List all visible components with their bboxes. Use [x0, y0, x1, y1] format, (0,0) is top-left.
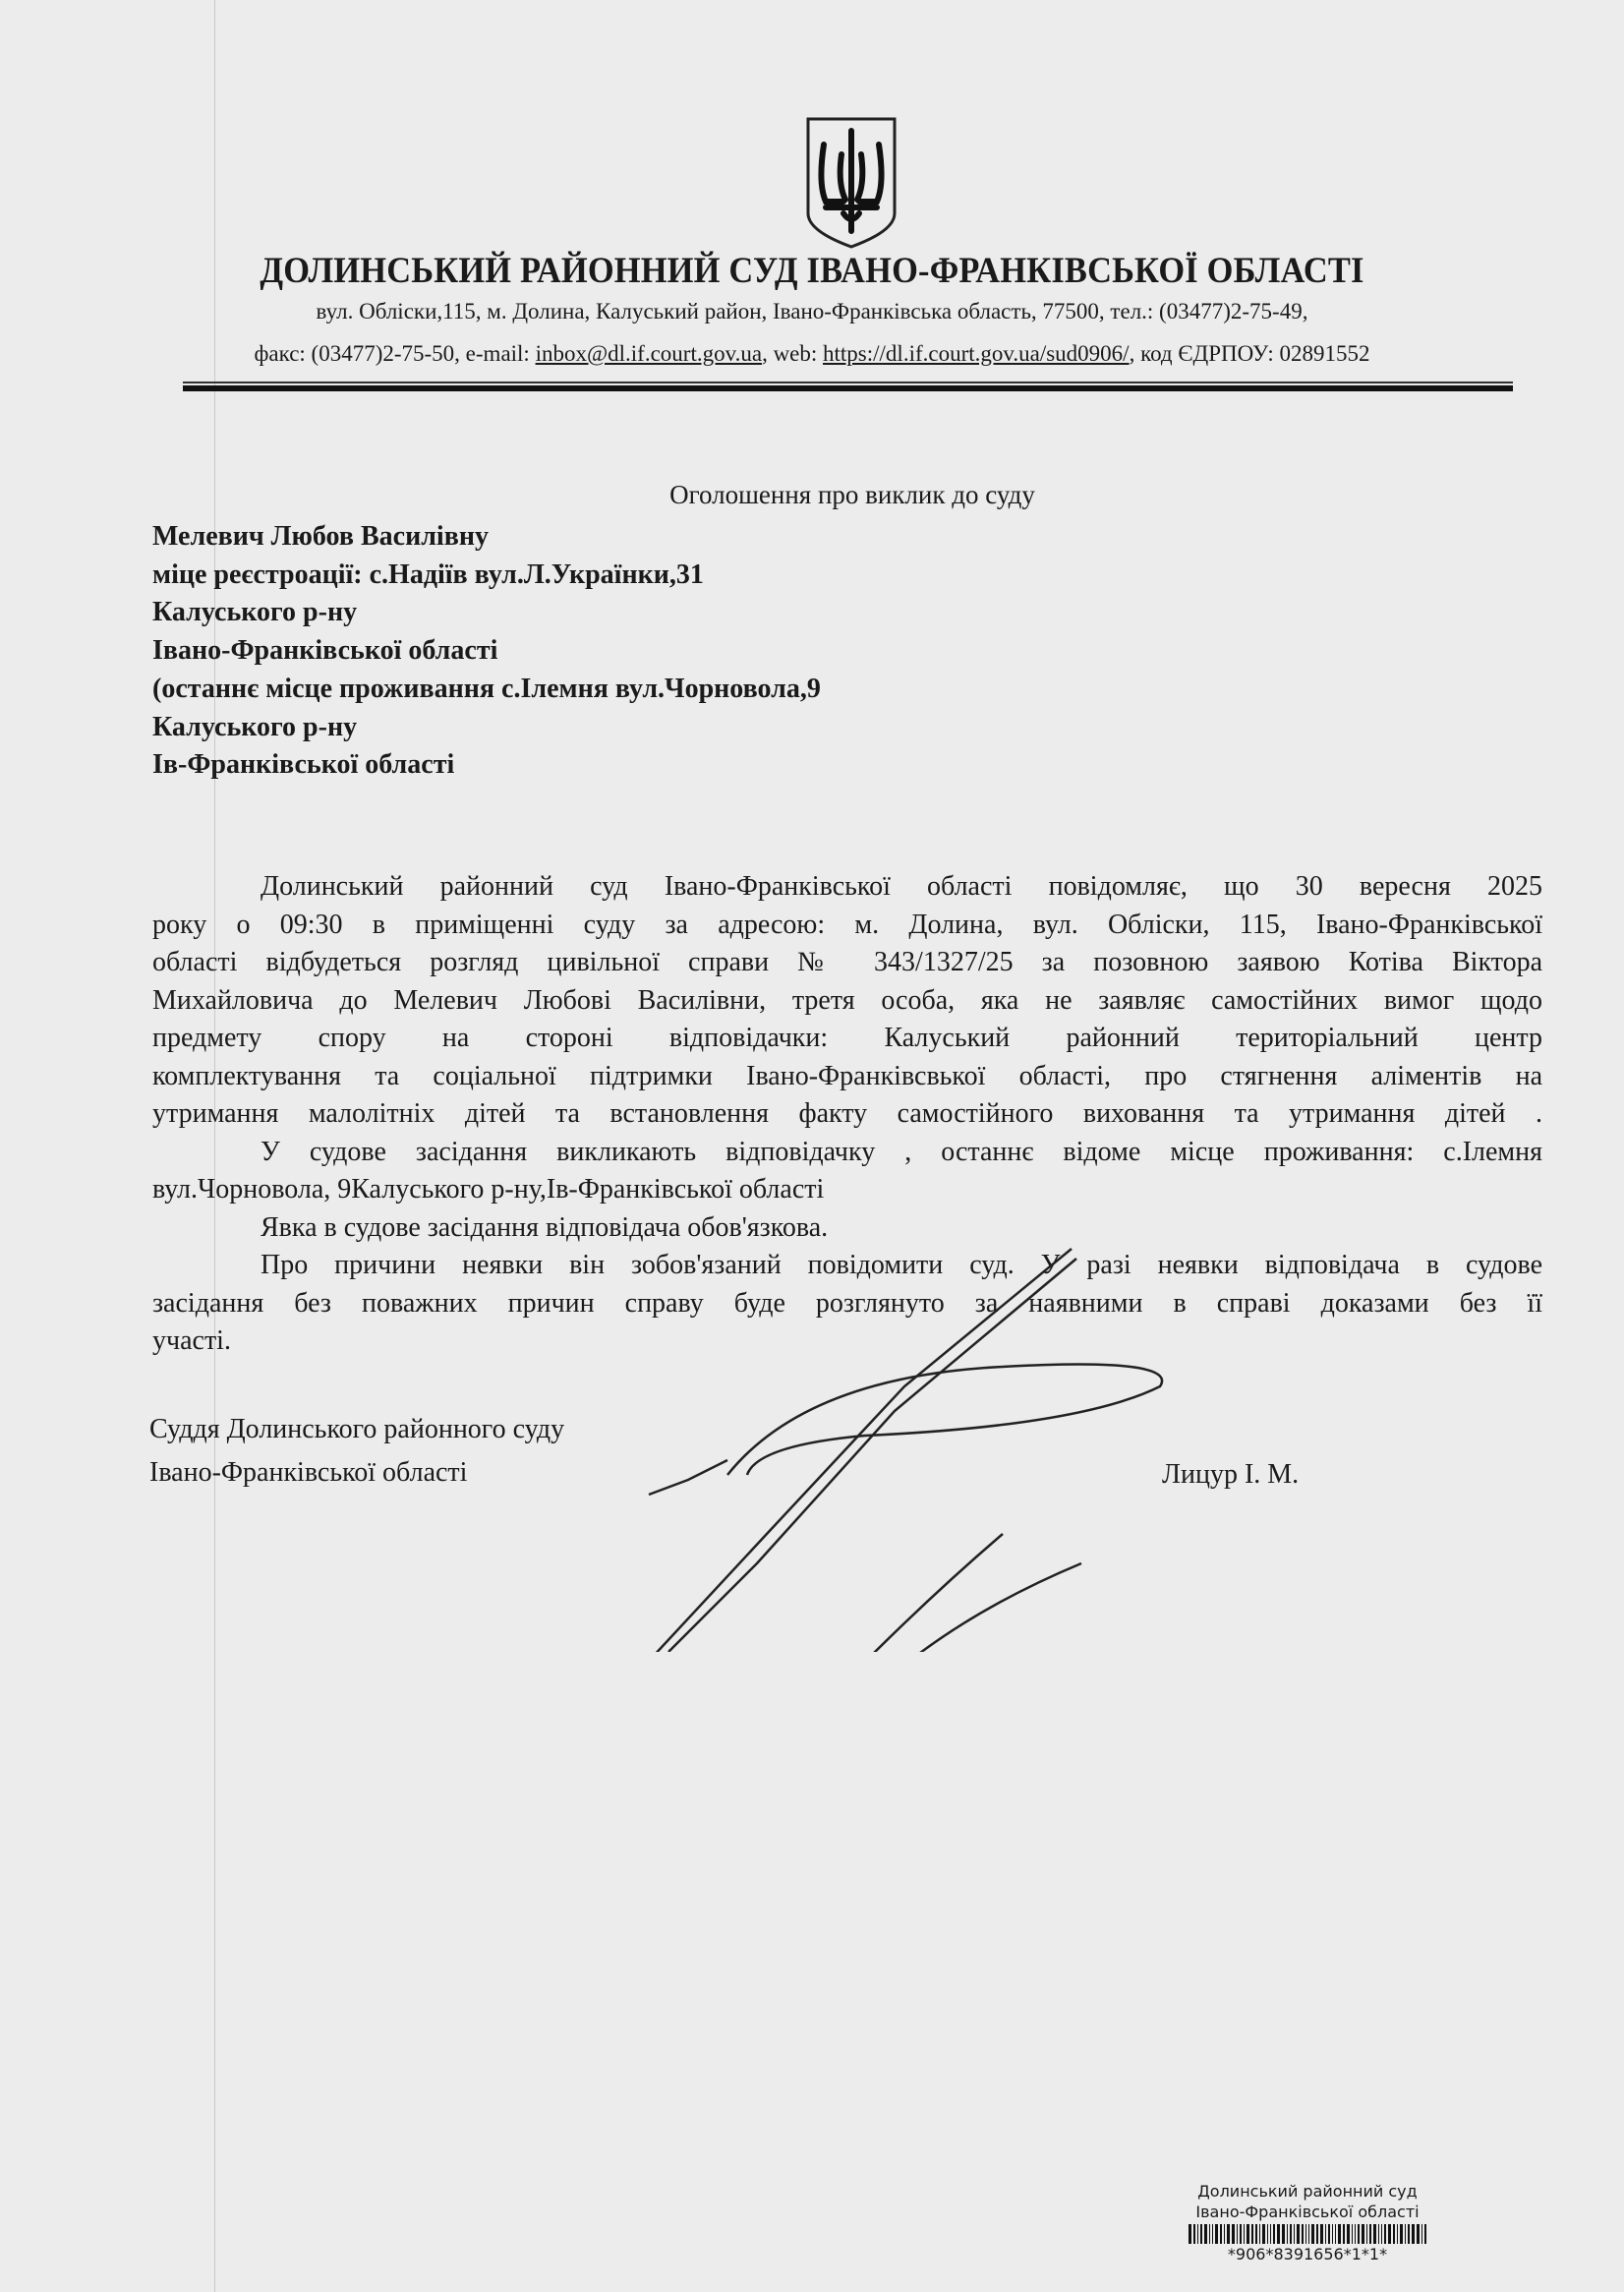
body-line: засідання без поважних причин справу буде розглянуто за наявними в справі доказами без її — [152, 1287, 1542, 1319]
barcode-bar — [1232, 2224, 1235, 2244]
barcode-bar — [1287, 2224, 1288, 2244]
barcode-bar — [1366, 2224, 1367, 2244]
barcode-bar — [1408, 2224, 1410, 2244]
handwritten-signature — [609, 1239, 1239, 1652]
position-line: Суддя Долинського районного суду — [149, 1414, 565, 1444]
barcode-bar — [1421, 2224, 1422, 2244]
addressee-line: Калуського р-ну — [152, 711, 358, 742]
barcode-bar — [1294, 2224, 1295, 2244]
court-address: вул. Обліски,115, м. Долина, Калуський район, Івано-Франківська область, 77500, тел.: (03477)2-75-49, — [316, 299, 1308, 323]
header-rule-thick — [183, 385, 1513, 391]
barcode-bar — [1412, 2224, 1415, 2244]
barcode-bar — [1332, 2224, 1333, 2244]
barcode — [1076, 2224, 1538, 2244]
barcode-bar — [1388, 2224, 1391, 2244]
barcode-bar — [1273, 2224, 1275, 2244]
body-line: утримання малолітніх дітей та встановлення факту самостійного виховання та утримання дітей . — [152, 1098, 1542, 1129]
barcode-bar — [1381, 2224, 1382, 2244]
barcode-bar — [1224, 2224, 1225, 2244]
document-heading: Оголошення про виклик до суду — [669, 480, 1035, 509]
barcode-bar — [1204, 2224, 1207, 2244]
barcode-bar — [1237, 2224, 1238, 2244]
barcode-bar — [1282, 2224, 1285, 2244]
body-line: У судове засідання викликають відповідачку , останнє відоме місце проживання: с.Ілемня — [261, 1136, 1542, 1167]
body-line: Михайловича до Мелевич Любові Василівни, третя особа, яка не заявляє самостійних вимог щодо — [152, 984, 1542, 1016]
coat-of-arms-icon — [804, 115, 899, 251]
barcode-bar — [1302, 2224, 1304, 2244]
registry-stamp — [1062, 2181, 1553, 2264]
barcode-bar — [1405, 2224, 1406, 2244]
barcode-bar — [1290, 2224, 1292, 2244]
barcode-bar — [1373, 2224, 1376, 2244]
position-line: Івано-Франківської області — [149, 1457, 468, 1488]
judge-position — [149, 1408, 564, 1495]
barcode-bar — [1355, 2224, 1356, 2244]
barcode-bar — [1200, 2224, 1202, 2244]
barcode-bar — [1270, 2224, 1271, 2244]
barcode-number: *906*8391656*1*1* — [1227, 2245, 1388, 2263]
barcode-bar — [1347, 2224, 1350, 2244]
barcode-bar — [1240, 2224, 1242, 2244]
addressee-line: Мелевич Любов Василівну — [152, 521, 489, 552]
body-line: Про причини неявки він зобов'язаний повідомити суд. У разі неявки відповідача в судове — [261, 1250, 1542, 1280]
barcode-bar — [1247, 2224, 1249, 2244]
barcode-bar — [1325, 2224, 1326, 2244]
addressee-line: (останнє місце проживання с.Ілемня вул.Чорновола,9 — [152, 673, 821, 704]
barcode-bar — [1267, 2224, 1268, 2244]
barcode-bar — [1378, 2224, 1379, 2244]
addressee-line: Івано-Франківської області — [152, 635, 498, 667]
edrpou-code: , код ЄДРПОУ: 02891552 — [1129, 341, 1370, 366]
barcode-bar — [1297, 2224, 1300, 2244]
header-rule-thin — [183, 382, 1513, 383]
barcode-bar — [1343, 2224, 1345, 2244]
barcode-bar — [1220, 2224, 1222, 2244]
barcode-bar — [1417, 2224, 1420, 2244]
barcode-bar — [1215, 2224, 1218, 2244]
body-line: області відбудеться розгляд цивільної справи № 343/1327/25 за позовною заявою Котіва Віктора — [152, 947, 1542, 977]
barcode-bar — [1352, 2224, 1353, 2244]
body-line: комплектування та соціальної підтримки Івано-Франківсвької області, про стягнення аліментів на — [152, 1060, 1542, 1091]
court-contacts — [0, 341, 1624, 367]
barcode-bar — [1424, 2224, 1426, 2244]
barcode-bar — [1212, 2224, 1213, 2244]
barcode-bar — [1369, 2224, 1371, 2244]
body-line: Долинський районний суд Івано-Франківської області повідомляє, що 30 вересня 2025 — [261, 871, 1542, 902]
barcode-bar — [1397, 2224, 1398, 2244]
barcode-bar — [1255, 2224, 1257, 2244]
web-link[interactable]: https://dl.if.court.gov.ua/sud0906/ — [823, 341, 1130, 366]
barcode-bar — [1358, 2224, 1360, 2244]
barcode-bar — [1227, 2224, 1230, 2244]
barcode-bar — [1335, 2224, 1336, 2244]
barcode-bar — [1308, 2224, 1309, 2244]
barcode-bar — [1400, 2224, 1403, 2244]
body-line: вул.Чорновола, 9Калуського р-ну,Ів-Франківської області — [152, 1174, 825, 1205]
stamp-line: Івано-Франківської області — [1195, 2203, 1420, 2221]
barcode-bar — [1262, 2224, 1265, 2244]
barcode-bar — [1384, 2224, 1386, 2244]
addressee-line: Калуського р-ну — [152, 597, 358, 628]
stamp-line: Долинський районний суд — [1197, 2182, 1418, 2201]
judge-name: Лицур І. М. — [1162, 1459, 1300, 1490]
body-line: року о 09:30 в приміщенні суду за адресою: м. Долина, вул. Обліски, 115, Івано-Франківської — [152, 909, 1542, 940]
barcode-bar — [1244, 2224, 1245, 2244]
barcode-bar — [1259, 2224, 1260, 2244]
addressee-line: Ів-Франківської області — [152, 749, 455, 781]
body-line: предмету спору на стороні відповідачки: Калуський районний територіальний центр — [152, 1023, 1542, 1053]
body-line: Явка в судове засідання відповідача обов'язкова. — [261, 1211, 829, 1243]
barcode-bar — [1362, 2224, 1364, 2244]
addressee-block — [152, 518, 821, 785]
barcode-bar — [1193, 2224, 1195, 2244]
email-link[interactable]: inbox@dl.if.court.gov.ua — [535, 341, 763, 366]
web-label: , web: — [762, 341, 824, 366]
court-name: ДОЛИНСЬКИЙ РАЙОННИЙ СУД ІВАНО-ФРАНКІВСЬКОЇ ОБЛАСТІ — [260, 251, 1364, 291]
addressee-line: міце реєстроації: с.Надіїв вул.Л.Українки,31 — [152, 558, 704, 590]
barcode-bar — [1189, 2224, 1191, 2244]
barcode-bar — [1338, 2224, 1341, 2244]
barcode-bar — [1209, 2224, 1210, 2244]
barcode-bar — [1305, 2224, 1306, 2244]
barcode-bar — [1393, 2224, 1395, 2244]
barcode-bar — [1277, 2224, 1280, 2244]
barcode-bar — [1320, 2224, 1323, 2244]
barcode-bar — [1197, 2224, 1198, 2244]
body-line: участі. — [152, 1325, 231, 1356]
barcode-bar — [1316, 2224, 1318, 2244]
fax-text: факс: (03477)2-75-50, e-mail: — [254, 341, 536, 366]
barcode-bar — [1311, 2224, 1314, 2244]
barcode-bar — [1328, 2224, 1330, 2244]
barcode-bar — [1251, 2224, 1253, 2244]
